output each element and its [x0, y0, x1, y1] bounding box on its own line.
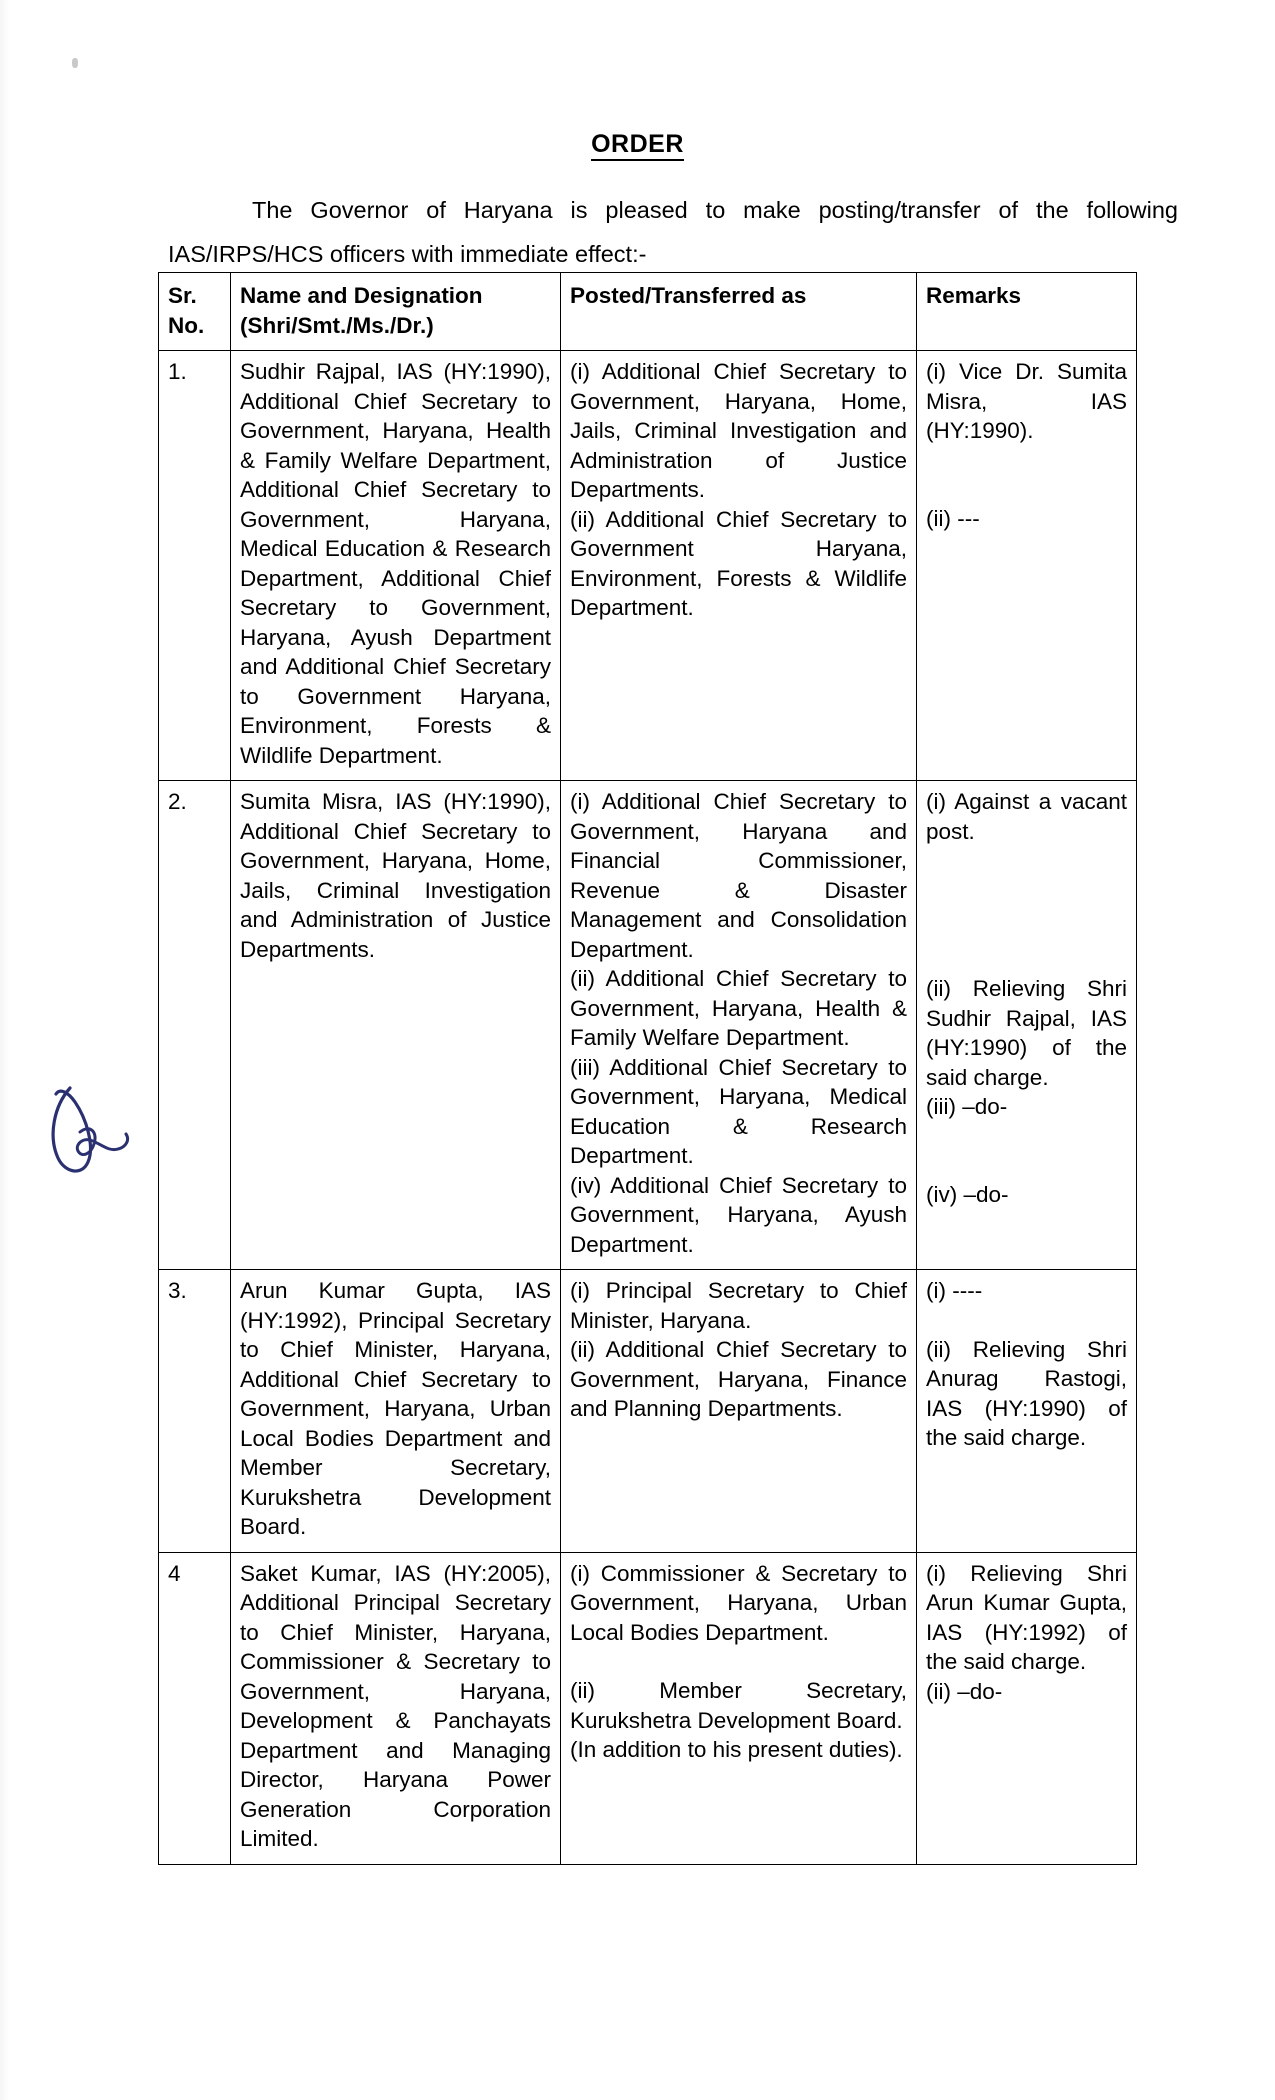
remark-item: (ii) Relieving Shri Sudhir Rajpal, IAS (HY:1990) of the said charge. [926, 976, 1127, 1090]
remark-item: (i) Vice Dr. Sumita Misra, IAS (HY:1990). [926, 359, 1127, 443]
handwritten-signature-mark [34, 1062, 164, 1192]
column-header-name-designation [231, 273, 561, 351]
posting-item: (ii) Member Secretary, Kurukshetra Development Board. [570, 1678, 907, 1733]
posting-item: (i) Commissioner & Secretary to Government, Haryana, Urban Local Bodies Department. [570, 1560, 907, 1645]
scan-artifact-speck [72, 58, 78, 68]
remark-item: (i) Against a vacant post. [926, 789, 1127, 844]
posting-item: (ii) Additional Chief Secretary to Government Haryana, Environment, Forests & Wildlife Department. [570, 506, 907, 620]
remark-item: (iii) –do- [926, 1094, 1008, 1119]
scan-edge-shadow [0, 0, 10, 2100]
cell-sr-no: 3. [159, 1270, 231, 1553]
table-body [159, 351, 1137, 1865]
cell-name-designation [231, 781, 561, 1270]
table-header [159, 273, 1137, 351]
name-text: Arun Kumar Gupta, IAS (HY:1992), Principal Secretary to Chief Minister, Haryana, Additional Chief Secretary to Government, Haryana, Urban Local Bodies Department and Member Secretary, Kurukshetra Development Board. [240, 1278, 551, 1539]
name-text: Saket Kumar, IAS (HY:2005), Additional Principal Secretary to Chief Minister, Haryana, Commissioner & Secretary to Government, Haryana, Development & Panchayats Department and Managing Director, Haryana Power Generation Corporation Limited. [240, 1560, 551, 1851]
table-row [159, 1552, 1137, 1864]
cell-posted-transferred [561, 1270, 917, 1553]
name-text: Sumita Misra, IAS (HY:1990), Additional Chief Secretary to Government, Haryana, Home, Jails, Criminal Investigation and Administration of Justice Departments. [240, 789, 551, 962]
column-header-posted-transferred: Posted/Transferred as [561, 273, 917, 351]
cell-name-designation [231, 1552, 561, 1864]
posting-item: (ii) Additional Chief Secretary to Government, Haryana, Finance and Planning Departments. [570, 1337, 907, 1421]
cell-sr-no: 4 [159, 1552, 231, 1864]
posting-item: (ii) Additional Chief Secretary to Government, Haryana, Health & Family Welfare Department. [570, 966, 907, 1050]
intro-line-1: The Governor of Haryana is pleased to make posting/transfer of the following [252, 197, 1178, 223]
cell-remarks [917, 1552, 1137, 1864]
cell-posted-transferred [561, 781, 917, 1270]
cell-sr-no: 1. [159, 351, 231, 781]
remark-item: (ii) --- [926, 505, 980, 531]
sr-no-line-2: No. [168, 312, 205, 338]
column-header-sr-no [159, 273, 231, 351]
remark-item: (ii) –do- [926, 1678, 1003, 1704]
posting-item: (i) Additional Chief Secretary to Government, Haryana and Financial Commissioner, Revenue & Disaster Management and Consolidation Department. [570, 789, 907, 962]
posting-note: (In addition to his present duties). [570, 1737, 903, 1762]
cell-remarks [917, 1270, 1137, 1553]
sr-no-line-1: Sr. [168, 283, 197, 308]
intro-line-2: IAS/IRPS/HCS officers with immediate effect:- [168, 241, 647, 267]
name-header-line-2: (Shri/Smt./Ms./Dr.) [240, 312, 434, 338]
posting-item: (i) Principal Secretary to Chief Minister, Haryana. [570, 1278, 907, 1333]
remark-item: (i) Relieving Shri Arun Kumar Gupta, IAS (HY:1992) of the said charge. [926, 1560, 1127, 1674]
intro-paragraph [168, 188, 1178, 276]
remark-item: (i) ---- [926, 1278, 983, 1303]
table-row [159, 351, 1137, 781]
transfer-order-table [158, 272, 1137, 1865]
posting-item: (iv) Additional Chief Secretary to Government, Haryana, Ayush Department. [570, 1172, 907, 1257]
table-row [159, 1270, 1137, 1553]
table-row [159, 781, 1137, 1270]
cell-posted-transferred [561, 1552, 917, 1864]
posting-item: (iii) Additional Chief Secretary to Government, Haryana, Medical Education & Research Department. [570, 1054, 907, 1168]
table-header-row [159, 273, 1137, 351]
page-title-text: ORDER [591, 130, 684, 161]
cell-name-designation [231, 351, 561, 781]
name-text: Sudhir Rajpal, IAS (HY:1990), Additional Chief Secretary to Government, Haryana, Health & Family Welfare Department, Additional Chief Secretary to Government, Haryana, Medical Education & Research Department, Additional Chief Secretary to Government, Haryana, Ayush Department and Additional Chief Secretary to Government Haryana, Environment, Forests & Wildlife Department. [240, 359, 551, 768]
cell-remarks [917, 351, 1137, 781]
remark-item: (iv) –do- [926, 1181, 1009, 1207]
page-title [0, 130, 1275, 159]
cell-sr-no: 2. [159, 781, 231, 1270]
posting-item: (i) Additional Chief Secretary to Government, Haryana, Home, Jails, Criminal Investigation and Administration of Justice Departments. [570, 359, 907, 502]
remark-item: (ii) Relieving Shri Anurag Rastogi, IAS (HY:1990) of the said charge. [926, 1336, 1127, 1450]
cell-name-designation [231, 1270, 561, 1553]
column-header-remarks: Remarks [917, 273, 1137, 351]
cell-posted-transferred [561, 351, 917, 781]
cell-remarks [917, 781, 1137, 1270]
name-header-line-1: Name and Designation [240, 283, 483, 308]
